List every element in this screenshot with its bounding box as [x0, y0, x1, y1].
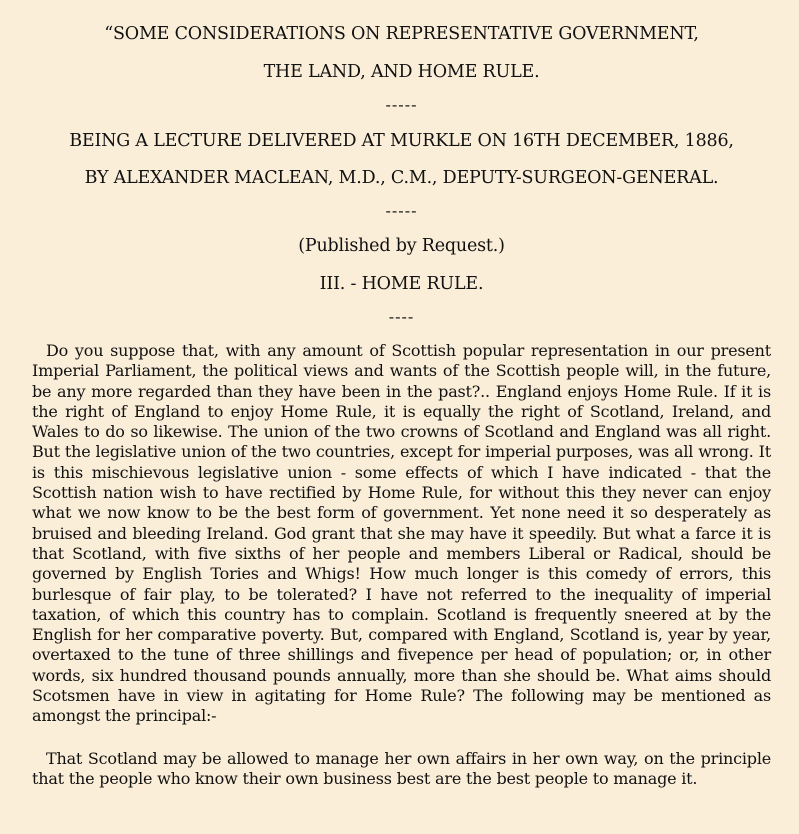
subtitle-line-2: BY ALEXANDER MACLEAN, M.D., C.M., DEPUTY-SURGEON-GENERAL. — [84, 168, 719, 188]
body-paragraph-2: That Scotland may be allowed to manage her own affairs in her own way, on the principle that the people who know their own business best are the best people to manage it. — [32, 748, 771, 788]
title-line-1: “SOME CONSIDERATIONS ON REPRESENTATIVE GOVERNMENT, — [104, 24, 699, 44]
separator-2: ----- — [385, 201, 418, 220]
separator-3: ---- — [388, 307, 415, 326]
separator-1: ----- — [385, 95, 418, 114]
section-title: III. - HOME RULE. — [319, 274, 484, 294]
published-note: (Published by Request.) — [298, 236, 505, 256]
body-paragraph-1: Do you suppose that, with any amount of Scottish popular representation in our present Imperial Parliament, the political views and wants of the Scottish people will, in the future, be any more regarded than they have been in the past?.. England enjoys Home Rule. If it is the right of England to enjoy Home Rule, it is equally the right of Scotland, Ireland, and Wales to do so likewise. The union of the two crowns of Scotland and England was all right. But the legislative union of the two countries, except for imperial purposes, was all wrong. It is this mischievous legislative union - some effects of which I have indicated - that the Scottish nation wish to have rectified by Home Rule, for without this they never can enjoy what we now know to be the best form of government. Yet none need it so desperately as bruised and bleeding Ireland. God grant that she may have it speedily. But what a farce it is that Scotland, with five sixths of her people and members Liberal or Radical, should be governed by English Tories and Whigs! How much longer is this comedy of errors, this burlesque of fair play, to be tolerated? I have not referred to the inequality of imperial taxation, of which this country has to complain. Scotland is frequently sneered at by the English for her comparative poverty. But, compared with England, Scotland is, year by year, overtaxed to the tune of three shillings and fivepence per head of population; or, in other words, six hundred thousand pounds annually, more than she should be. What aims should Scotsmen have in view in agitating for Home Rule? The following may be mentioned as amongst the principal:- — [32, 341, 771, 726]
subtitle-line-1: BEING A LECTURE DELIVERED AT MURKLE ON 16TH DECEMBER, 1886, — [69, 131, 734, 151]
title-line-2: THE LAND, AND HOME RULE. — [263, 62, 540, 82]
